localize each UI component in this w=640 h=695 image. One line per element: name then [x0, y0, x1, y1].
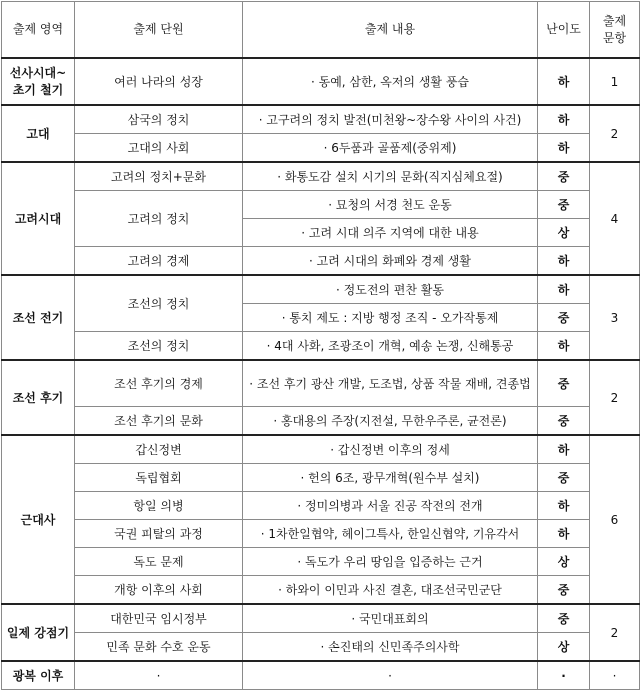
table-row	[2, 134, 640, 163]
count-cell: 1	[590, 58, 640, 105]
level-cell: 하	[538, 275, 590, 304]
table-row	[2, 464, 640, 492]
content-cell: · 고구려의 정치 발전(미천왕~장수왕 사이의 사건)	[243, 105, 538, 134]
table-row	[2, 162, 640, 191]
content-cell: · 조선 후기 광산 개발, 도조법, 상품 작물 재배, 견종법	[243, 360, 538, 407]
unit-cell: 개항 이후의 사회	[75, 576, 243, 605]
content-cell: · 정미의병과 서울 진공 작전의 전개	[243, 492, 538, 520]
table-row	[2, 191, 640, 219]
unit-cell: 국권 피탈의 과정	[75, 520, 243, 548]
header-count	[590, 2, 640, 59]
table-row	[2, 360, 640, 407]
area-cell: 조선 후기	[2, 360, 75, 435]
table-row	[2, 576, 640, 605]
level-cell: 하	[538, 58, 590, 105]
unit-cell: 조선 후기의 경제	[75, 360, 243, 407]
level-cell: 하	[538, 332, 590, 361]
area-label: 선사시대~ 초기 철기	[9, 65, 67, 97]
content-cell: · 화통도감 설치 시기의 문화(직지심체요절)	[243, 162, 538, 191]
content-cell: · 손진태의 신민족주의사학	[243, 633, 538, 662]
area-cell: 근대사	[2, 435, 75, 604]
content-cell: · 하와이 이민과 사진 결혼, 대조선국민군단	[243, 576, 538, 605]
level-cell: 중	[538, 304, 590, 332]
level-cell: 중	[538, 191, 590, 219]
content-cell: · 헌의 6조, 광무개혁(원수부 설치)	[243, 464, 538, 492]
table-row	[2, 58, 640, 105]
table-row	[2, 332, 640, 361]
count-cell: 6	[590, 435, 640, 604]
table-row	[2, 661, 640, 690]
area-cell: 고대	[2, 105, 75, 162]
table-row	[2, 275, 640, 304]
content-cell: · 고려 시대 의주 지역에 대한 내용	[243, 219, 538, 247]
content-cell: · 통치 제도 : 지방 행정 조직 - 오가작통제	[243, 304, 538, 332]
table-row	[2, 407, 640, 436]
header-level: 난이도	[538, 2, 590, 59]
content-cell: · 1차한일협약, 헤이그특사, 한일신협약, 기유각서	[243, 520, 538, 548]
table-row	[2, 247, 640, 276]
unit-cell: 여러 나라의 성장	[75, 58, 243, 105]
count-cell: 2	[590, 360, 640, 435]
unit-cell: ·	[75, 661, 243, 690]
area-cell: 일제 강점기	[2, 604, 75, 661]
content-cell: · 홍대용의 주장(지전설, 무한우주론, 균전론)	[243, 407, 538, 436]
content-cell: · 정도전의 편찬 활동	[243, 275, 538, 304]
level-cell: 하	[538, 492, 590, 520]
content-cell: · 동예, 삼한, 옥저의 생활 풍습	[243, 58, 538, 105]
table-row	[2, 492, 640, 520]
level-cell: ·	[538, 661, 590, 690]
unit-cell: 조선의 정치	[75, 275, 243, 332]
unit-cell: 조선 후기의 문화	[75, 407, 243, 436]
header-unit: 출제 단원	[75, 2, 243, 59]
header-area: 출제 영역	[2, 2, 75, 59]
level-cell: 상	[538, 548, 590, 576]
level-cell: 중	[538, 464, 590, 492]
level-cell: 중	[538, 407, 590, 436]
content-cell: · 갑신정변 이후의 정세	[243, 435, 538, 464]
table-row	[2, 604, 640, 633]
level-cell: 상	[538, 633, 590, 662]
level-cell: 하	[538, 105, 590, 134]
unit-cell: 조선의 정치	[75, 332, 243, 361]
count-cell: 3	[590, 275, 640, 360]
table-row	[2, 520, 640, 548]
table-row	[2, 633, 640, 662]
unit-cell: 고대의 사회	[75, 134, 243, 163]
content-cell: ·	[243, 661, 538, 690]
level-cell: 하	[538, 134, 590, 163]
count-cell: 2	[590, 105, 640, 162]
header-row	[2, 2, 640, 59]
level-cell: 상	[538, 219, 590, 247]
unit-cell: 고려의 정치+문화	[75, 162, 243, 191]
unit-cell: 민족 문화 수호 운동	[75, 633, 243, 662]
level-cell: 중	[538, 576, 590, 605]
unit-cell: 독립협회	[75, 464, 243, 492]
content-cell: · 고려 시대의 화폐와 경제 생활	[243, 247, 538, 276]
content-cell: · 4대 사화, 조광조이 개혁, 예송 논쟁, 신해통공	[243, 332, 538, 361]
count-cell: 2	[590, 604, 640, 661]
unit-cell: 항일 의병	[75, 492, 243, 520]
level-cell: 중	[538, 360, 590, 407]
unit-cell: 대한민국 임시정부	[75, 604, 243, 633]
table-row	[2, 435, 640, 464]
content-cell: · 국민대표회의	[243, 604, 538, 633]
count-cell: ·	[590, 661, 640, 690]
unit-cell: 독도 문제	[75, 548, 243, 576]
table-row	[2, 548, 640, 576]
content-cell: · 6두품과 골품제(중위제)	[243, 134, 538, 163]
header-count-line2: 문항	[602, 30, 627, 45]
unit-cell: 고려의 경제	[75, 247, 243, 276]
level-cell: 중	[538, 604, 590, 633]
unit-cell: 갑신정변	[75, 435, 243, 464]
area-cell: 조선 전기	[2, 275, 75, 360]
level-cell: 하	[538, 520, 590, 548]
exam-scope-table	[1, 1, 640, 690]
area-cell	[2, 58, 75, 105]
area-cell: 광복 이후	[2, 661, 75, 690]
level-cell: 하	[538, 247, 590, 276]
level-cell: 하	[538, 435, 590, 464]
level-cell: 중	[538, 162, 590, 191]
header-content: 출제 내용	[243, 2, 538, 59]
unit-cell: 고려의 정치	[75, 191, 243, 247]
area-cell: 고려시대	[2, 162, 75, 275]
count-cell: 4	[590, 162, 640, 275]
content-cell: · 묘청의 서경 천도 운동	[243, 191, 538, 219]
unit-cell: 삼국의 정치	[75, 105, 243, 134]
table-row	[2, 105, 640, 134]
content-cell: · 독도가 우리 땅임을 입증하는 근거	[243, 548, 538, 576]
header-count-line1: 출제	[602, 13, 627, 28]
